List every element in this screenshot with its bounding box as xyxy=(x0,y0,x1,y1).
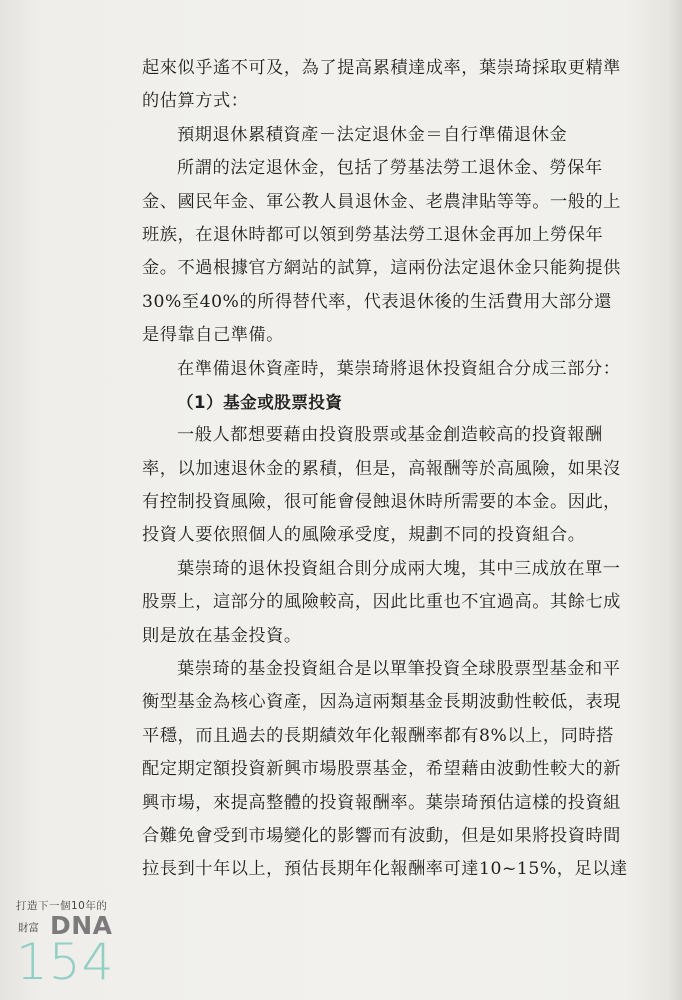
text-line: 是得靠自己準備。 xyxy=(142,325,284,346)
text-line: 班族，在退休時都可以領到勞基法勞工退休金再加上勞保年 xyxy=(142,224,604,245)
text-line: 有控制投資風險，很可能會侵蝕退休時所需要的本金。因此， xyxy=(142,492,621,513)
paragraph-start: 在準備退休資產時，葉崇琦將退休投資組合分成三部分： xyxy=(177,358,621,379)
text-line: 投資人要依照個人的風險承受度，規劃不同的投資組合。 xyxy=(142,525,586,546)
body-text xyxy=(142,52,642,887)
series-title: 打造下一個10年的 xyxy=(16,900,108,912)
text-line: 配定期定額投資新興市場股票基金，希望藉由波動性較大的新 xyxy=(142,759,621,780)
text-line: 金。不過根據官方網站的試算，這兩份法定退休金只能夠提供 xyxy=(142,258,621,279)
text-line: 股票上，這部分的風險較高，因此比重也不宜過高。其餘七成 xyxy=(142,592,621,613)
text-line: 則是放在基金投資。 xyxy=(142,625,302,646)
text-line: 拉長到十年以上，預估長期年化報酬率可達10~15%，足以達 xyxy=(142,859,628,880)
formula-line: 預期退休累積資產－法定退休金＝自行準備退休金 xyxy=(177,124,568,145)
text-line: 興市場，來提高整體的投資報酬率。葉崇琦預估這樣的投資組 xyxy=(142,792,621,813)
text-line: 金、國民年金、軍公教人員退休金、老農津貼等等。一般的上 xyxy=(142,191,621,212)
page-number: 154 xyxy=(16,933,115,991)
text-line: 30%至40%的所得替代率，代表退休後的生活費用大部分還 xyxy=(142,291,612,312)
paragraph-start: 葉崇琦的退休投資組合則分成兩大塊，其中三成放在單一 xyxy=(177,558,621,579)
page-footer xyxy=(16,900,136,991)
paragraph-start: 葉崇琦的基金投資組合是以單筆投資全球股票型基金和平 xyxy=(177,659,621,680)
page-edge-shadow xyxy=(668,0,682,1000)
text-line: 合難免會受到市場變化的影響而有波動，但是如果將投資時間 xyxy=(142,825,621,846)
dna-logo-text: DNA xyxy=(50,911,113,940)
series-wealth-label: 財富 xyxy=(18,922,39,934)
text-line: 衡型基金為核心資產，因為這兩類基金長期波動性較低，表現 xyxy=(142,692,621,713)
text-line: 率，以加速退休金的累積，但是，高報酬等於高風險，如果沒 xyxy=(142,458,621,479)
text-line: 的估算方式： xyxy=(142,91,249,112)
text-line: 起來似乎遙不可及，為了提高累積達成率，葉崇琦採取更精準 xyxy=(142,58,621,78)
text-line: 平穩，而且過去的長期績效年化報酬率都有8%以上，同時搭 xyxy=(142,725,614,746)
series-logo xyxy=(16,913,136,939)
section-heading: （1）基金或股票投資 xyxy=(177,392,343,412)
paragraph-start: 一般人都想要藉由投資股票或基金創造較高的投資報酬 xyxy=(177,425,603,446)
paragraph-start: 所謂的法定退休金，包括了勞基法勞工退休金、勞保年 xyxy=(177,158,603,179)
